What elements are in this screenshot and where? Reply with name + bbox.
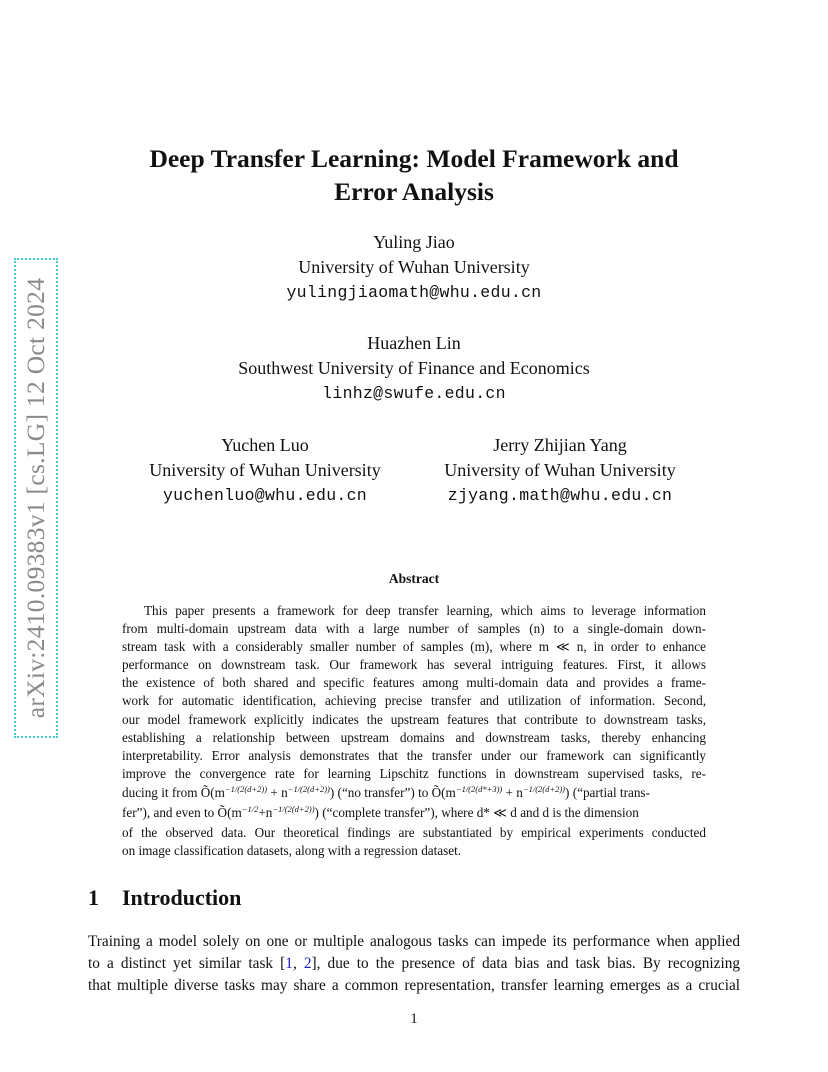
author-email[interactable]: zjyang.math@whu.edu.cn	[447, 486, 673, 505]
citation-link[interactable]: 2	[303, 955, 312, 972]
math-exponent: −1/(2(d+2))	[287, 783, 330, 794]
math-exponent: −1/(2(d+2))	[272, 804, 315, 815]
citation-link[interactable]: 1	[285, 955, 293, 972]
intro-paragraph	[88, 931, 740, 997]
abstract-line: the existence of both shared and specific features among multi-domain data and provides a frame-	[122, 675, 706, 691]
author-name: Yuchen Luo	[221, 435, 309, 455]
author-affiliation: University of Wuhan University	[444, 460, 676, 480]
section-number: 1	[88, 885, 99, 910]
math-text: +n	[258, 805, 273, 821]
math-exponent: −1/(2(d+2))	[224, 783, 268, 794]
abstract-line: establishing a relationship between upstream domains and downstream tasks, thereby enhancing	[122, 729, 706, 745]
math-text: ) (“no transfer”) to Õ(m	[329, 784, 456, 800]
abstract-line: stream task with a considerably smaller number of samples (m), where m ≪ n, in order to enhance	[122, 639, 706, 655]
abstract-line: This paper presents a framework for deep transfer learning, which aims to leverage information	[144, 603, 706, 618]
author-name: Jerry Zhijian Yang	[493, 435, 627, 455]
section-heading	[88, 885, 241, 911]
author-block	[418, 433, 702, 508]
abstract-line: on image classification datasets, along with a regression dataset.	[122, 842, 462, 858]
title-line-1: Deep Transfer Learning: Model Framework and	[149, 144, 679, 173]
math-text: ducing it from Õ(m	[122, 784, 225, 800]
abstract-line: from multi-domain upstream data with a large number of samples (n) to a single-domain down-	[122, 621, 706, 637]
abstract-line: our model framework explicitly indicates the upstream features that contribute to downstream tasks,	[122, 711, 706, 727]
author-affiliation: University of Wuhan University	[149, 460, 381, 480]
math-text: + n	[502, 784, 523, 800]
arxiv-stamp	[14, 258, 58, 738]
abstract-body	[122, 602, 706, 860]
abstract-math-line	[122, 803, 706, 823]
math-text: ) (“partial trans-	[565, 784, 650, 800]
math-exponent: −1/(2(d+2))	[522, 783, 566, 794]
author-block	[214, 230, 614, 305]
math-exponent: −1/(2(d*+3))	[455, 783, 503, 794]
math-text: ) (“complete transfer”), where d* ≪ d and d is the dimension	[314, 805, 639, 821]
intro-line: that multiple diverse tasks may share a common representation, transfer learning emerges as a crucial	[88, 977, 740, 994]
abstract-heading: Abstract	[388, 571, 440, 586]
abstract-line: performance on downstream task. Our framework has several intriguing features. First, it allows	[122, 657, 706, 673]
intro-line	[88, 953, 740, 975]
paper-title	[100, 142, 728, 208]
abstract-line: work for automatic identification, achieving precise transfer and utilization of information. Second,	[122, 693, 706, 709]
author-email[interactable]: yulingjiaomath@whu.edu.cn	[286, 283, 542, 302]
math-text: fer”), and even to Õ(m	[122, 805, 242, 821]
intro-text: to a distinct yet similar task [	[88, 955, 286, 972]
math-exponent: −1/2	[241, 804, 259, 815]
intro-line: Training a model solely on one or multiple analogous tasks can impede its performance when applied	[88, 933, 740, 950]
author-email[interactable]: yuchenluo@whu.edu.cn	[162, 486, 368, 505]
math-text: + n	[267, 784, 288, 800]
intro-text: ], due to the presence of data bias and task bias. By recognizing	[311, 955, 740, 972]
author-block	[120, 433, 410, 508]
page-number: 1	[410, 1011, 418, 1027]
abstract-line: improve the convergence rate for learning Lipschitz functions in downstream supervised tasks, re-	[122, 765, 706, 781]
abstract-line: of the observed data. Our theoretical findings are substantiated by empirical experiments conducted	[122, 824, 706, 840]
citation-separator: ,	[292, 955, 304, 972]
author-name: Yuling Jiao	[373, 232, 455, 252]
abstract-math-line	[122, 783, 706, 803]
author-name: Huazhen Lin	[367, 333, 461, 353]
abstract-line: interpretability. Error analysis demonstrates that the transfer under our framework can significantly	[122, 747, 706, 763]
title-line-2: Error Analysis	[334, 177, 494, 206]
author-affiliation: Southwest University of Finance and Economics	[238, 358, 590, 378]
arxiv-id[interactable]: arXiv:2410.09383v1 [cs.LG] 12 Oct 2024	[21, 277, 50, 719]
author-block	[164, 331, 664, 406]
author-affiliation: University of Wuhan University	[298, 257, 530, 277]
section-title: Introduction	[122, 885, 242, 910]
author-email[interactable]: linhz@swufe.edu.cn	[322, 384, 506, 403]
